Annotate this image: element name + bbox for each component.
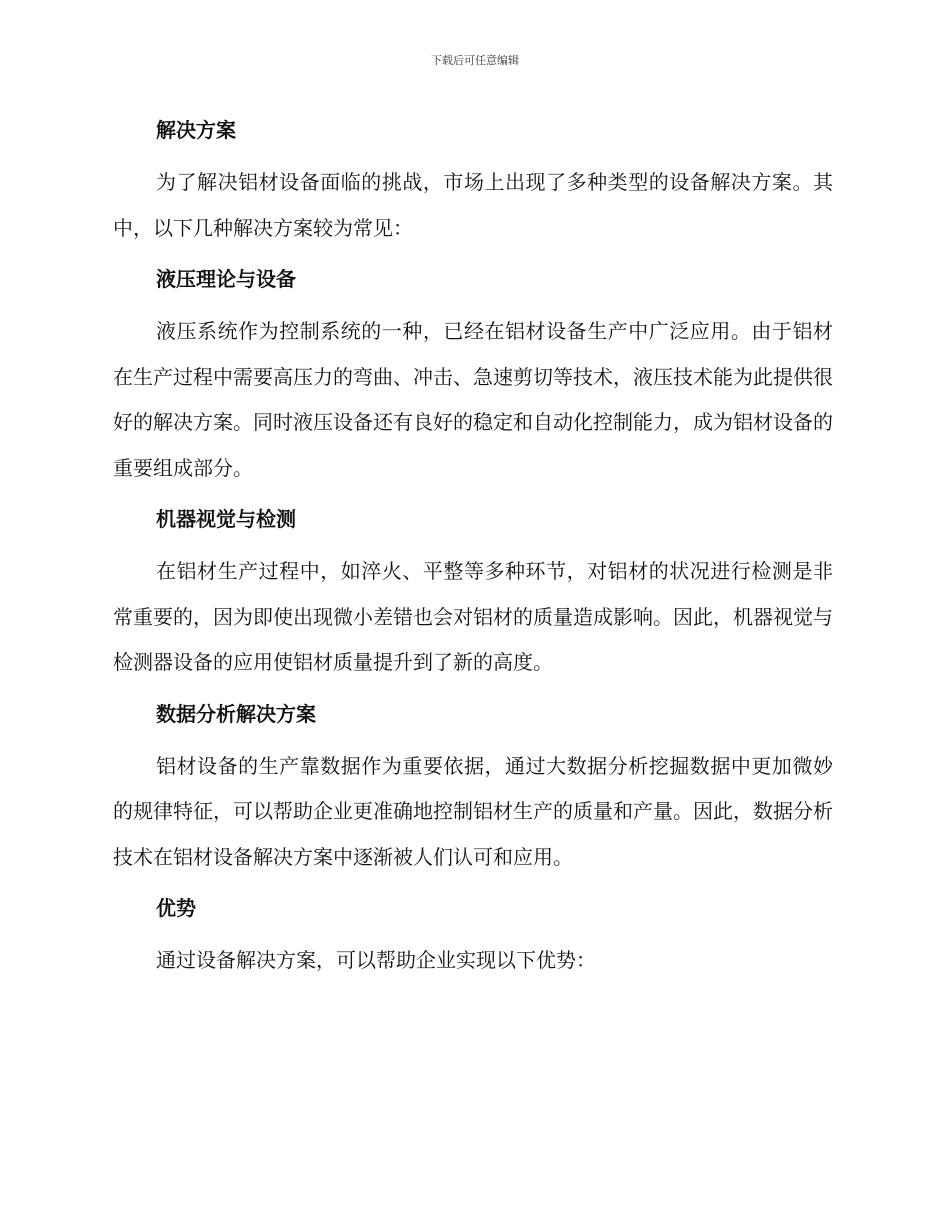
section-paragraph-machine-vision: 在铝材生产过程中，如淬火、平整等多种环节，对铝材的状况进行检测是非常重要的，因为即使出现微小差错也会对铝材的质量造成影响。因此，机器视觉与检测器设备的应用使铝材质量提升到了新的高度。	[113, 559, 833, 674]
section-paragraph-solutions: 为了解决铝材设备面临的挑战，市场上出现了多种类型的设备解决方案。其中，以下几种解决方案较为常见：	[113, 170, 833, 240]
section-paragraph-hydraulics: 液压系统作为控制系统的一种，已经在铝材设备生产中广泛应用。由于铝材在生产过程中需要高压力的弯曲、冲击、急速剪切等技术，液压技术能为此提供很好的解决方案。同时液压设备还有良好的稳定和自动化控制能力，成为铝材设备的重要组成部分。	[113, 319, 833, 480]
section-heading-machine-vision: 机器视觉与检测	[156, 507, 296, 531]
section-heading-data-analysis: 数据分析解决方案	[156, 701, 316, 726]
section-paragraph-advantages: 通过设备解决方案，可以帮助企业实现以下优势：	[156, 948, 596, 972]
section-heading-hydraulics: 液压理论与设备	[156, 267, 296, 291]
section-heading-solutions: 解决方案	[156, 118, 236, 142]
section-heading-advantages: 优势	[156, 896, 196, 920]
section-paragraph-data-analysis: 铝材设备的生产靠数据作为重要依据，通过大数据分析挖掘数据中更加微妙的规律特征，可以帮助企业更准确地控制铝材生产的质量和产量。因此，数据分析技术在铝材设备解决方案中逐渐被人们认可和应用。	[113, 753, 833, 869]
document-body	[113, 108, 833, 990]
page-header: 下载后可任意编辑	[431, 54, 519, 67]
